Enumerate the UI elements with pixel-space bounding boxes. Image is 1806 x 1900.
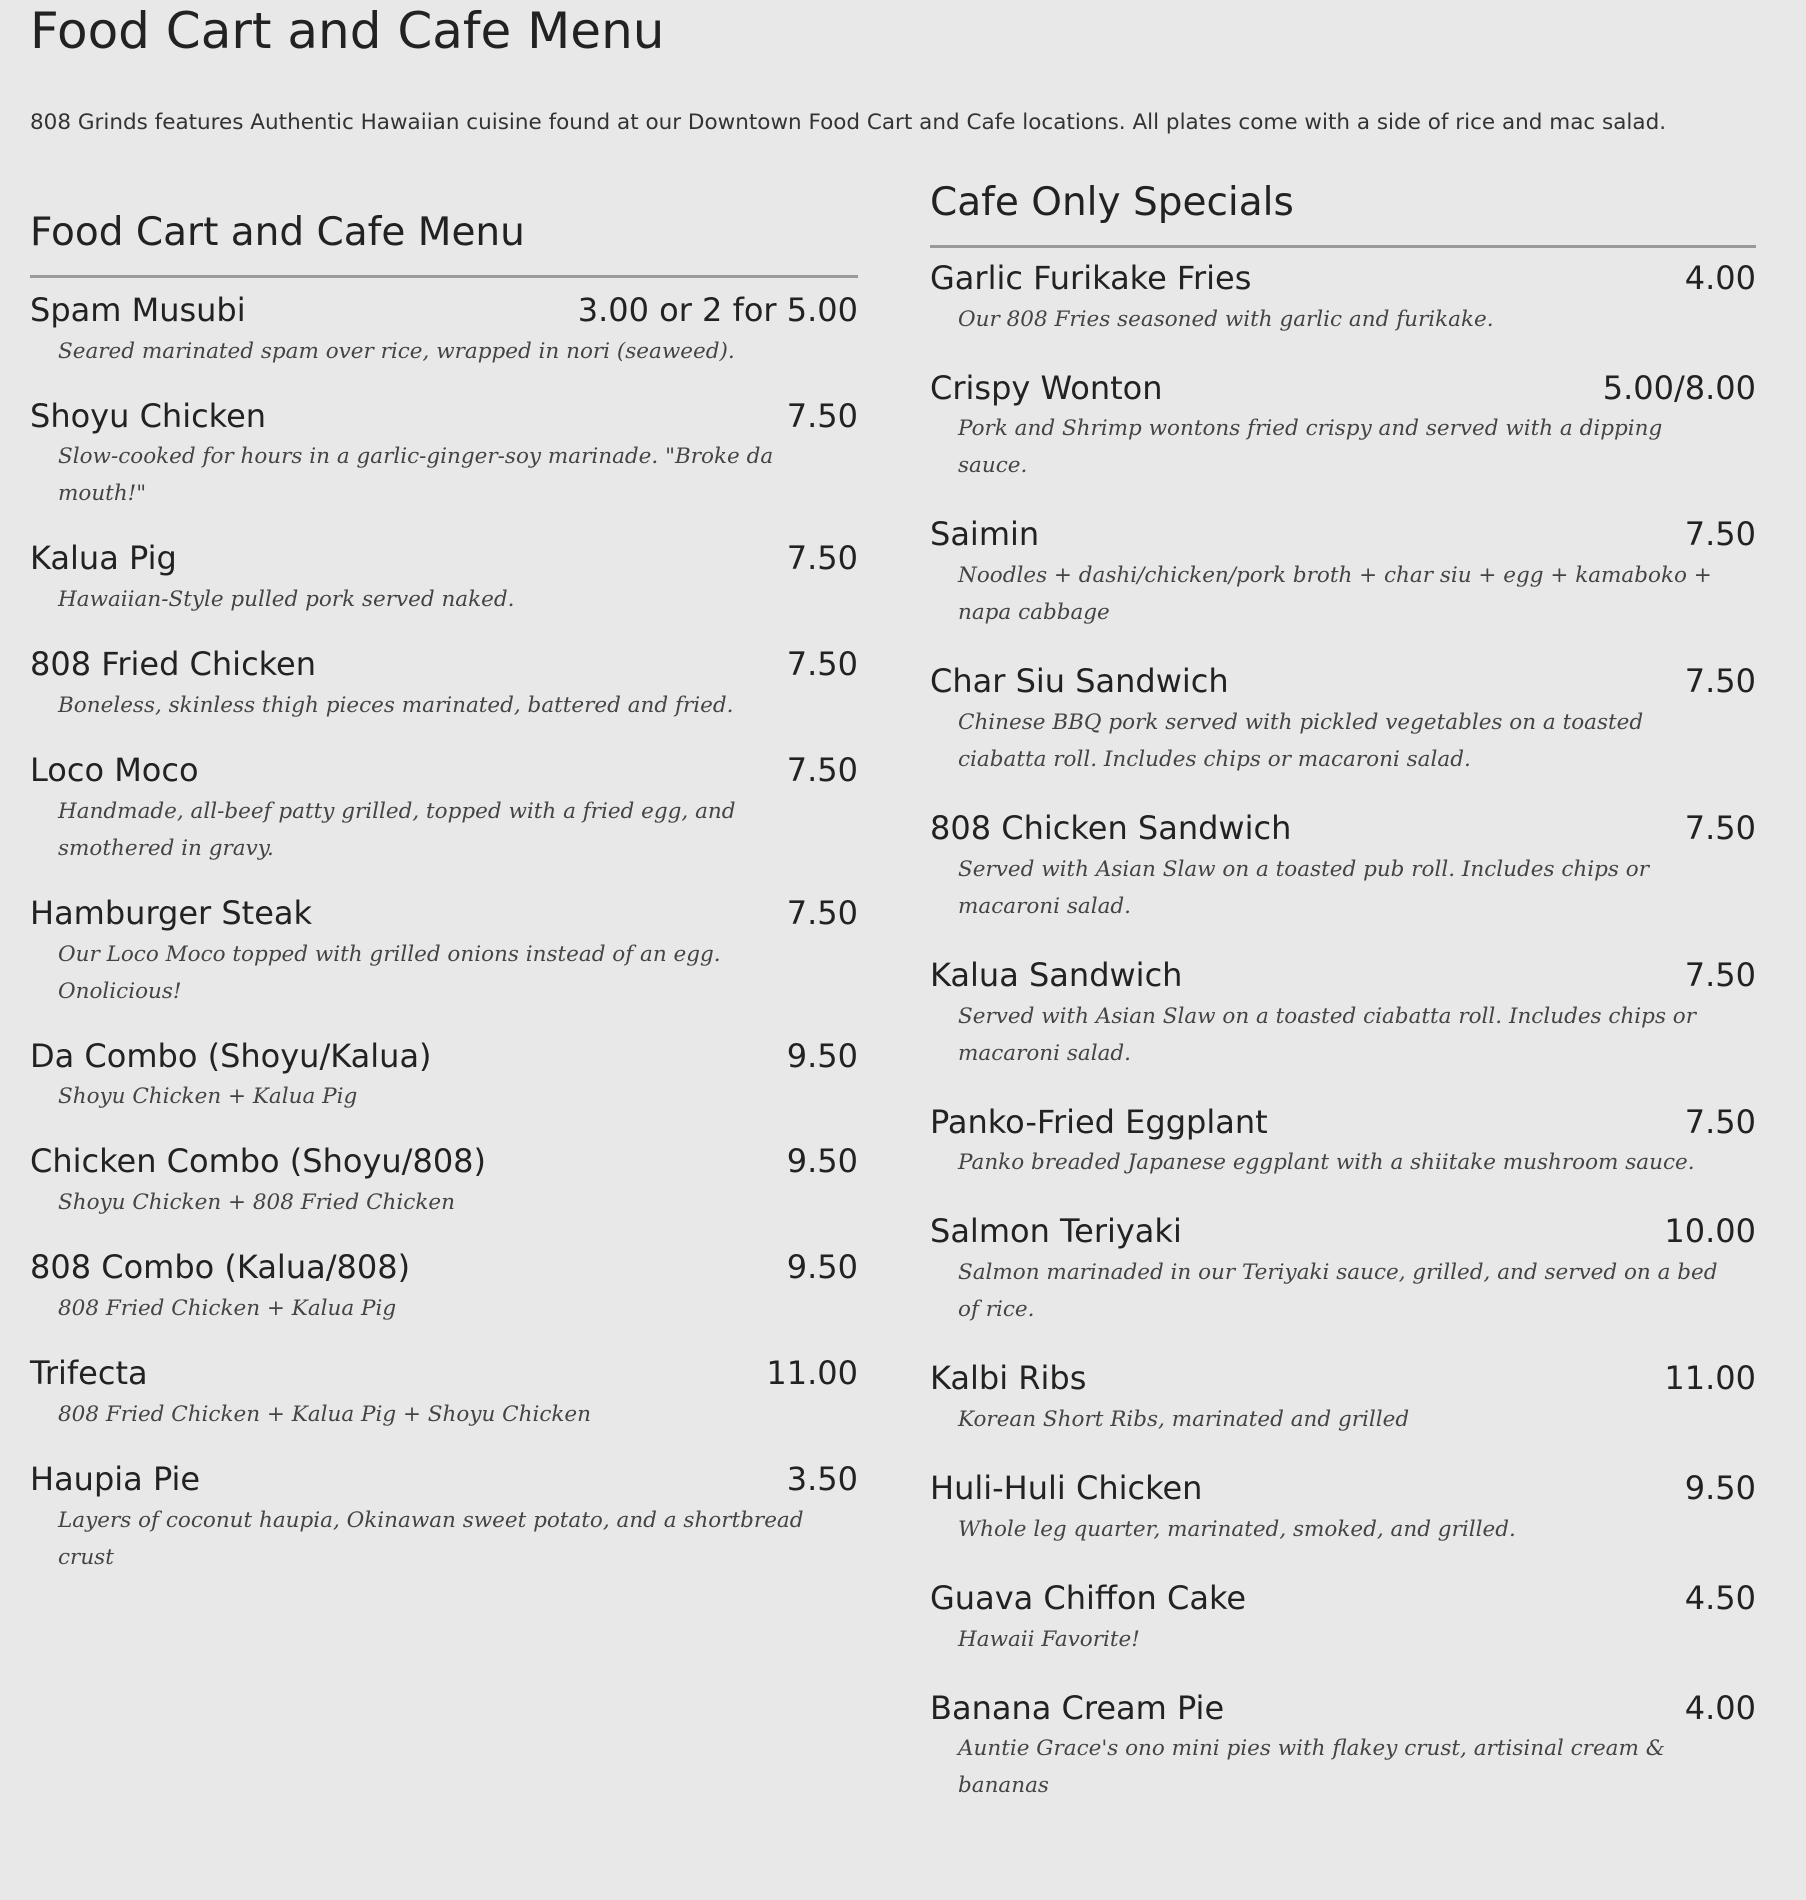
menu-item-name: Spam Musubi [30,290,246,329]
menu-item-price: 7.50 [1684,955,1756,994]
menu-item [30,1355,858,1433]
food-cart-menu-section [30,210,858,1604]
menu-item-price: 10.00 [1664,1212,1756,1251]
menu-item-header [930,1104,1756,1141]
menu-item-price: 4.50 [1684,1578,1756,1617]
menu-item-name: 808 Combo (Kalua/808) [30,1248,411,1287]
menu-item-description: Slow-cooked for hours in a garlic-ginger-soy marinade. "Broke da mouth!" [58,444,774,507]
menu-item-header [30,1355,858,1392]
intro-text: 808 Grinds features Authentic Hawaiian cuisine found at our Downtown Food Cart and Cafe locations. All plates come with a side of rice and mac salad. [30,110,1667,135]
menu-item-header [930,516,1756,553]
menu-item-description: Seared marinated spam over rice, wrapped in nori (seaweed). [58,338,735,364]
menu-item [30,895,858,1010]
menu-item-header [30,1143,858,1180]
menu-item-price: 7.50 [786,750,858,789]
menu-item-name: Huli-Huli Chicken [930,1468,1203,1507]
menu-item-price: 7.50 [786,645,858,684]
menu-item-price: 7.50 [1684,662,1756,701]
menu-item [930,516,1756,631]
menu-item-description: Served with Asian Slaw on a toasted pub roll. Includes chips or macaroni salad. [958,856,1649,919]
menu-item-header [30,895,858,932]
menu-item-header [930,370,1756,407]
menu-item-header [930,260,1756,297]
menu-item-name: Kalua Pig [30,539,177,578]
menu-item-price: 7.50 [786,893,858,932]
menu-item-price: 9.50 [1684,1468,1756,1507]
menu-item [30,752,858,867]
menu-item [930,370,1756,485]
menu-item-description: Noodles + dashi/chicken/pork broth + char siu + egg + kamaboko + napa cabbage [958,563,1712,626]
menu-item [930,663,1756,778]
menu-item-name: 808 Chicken Sandwich [930,808,1292,847]
menu-item [30,1461,858,1576]
menu-item-header [930,1580,1756,1617]
menu-item-price: 11.00 [766,1353,858,1392]
menu-item [930,260,1756,338]
menu-item-header [930,810,1756,847]
menu-item-description: Shoyu Chicken + Kalua Pig [58,1084,358,1110]
menu-item-name: Kalbi Ribs [930,1359,1087,1398]
menu-list [930,248,1756,1805]
menu-item [930,1360,1756,1438]
menu-item-name: Loco Moco [30,750,199,789]
menu-item-name: Da Combo (Shoyu/Kalua) [30,1036,432,1075]
menu-item-description: Handmade, all-beef patty grilled, topped with a fried egg, and smothered in gravy. [58,798,736,861]
menu-item-name: Shoyu Chicken [30,396,267,435]
menu-item-name: Banana Cream Pie [930,1688,1225,1727]
menu-item-header [30,1038,858,1075]
menu-item-description: Hawaiian-Style pulled pork served naked. [58,587,515,613]
menu-item-price: 7.50 [1684,808,1756,847]
menu-item-price: 7.50 [786,539,858,578]
menu-item-name: Panko-Fried Eggplant [930,1102,1268,1141]
menu-item-price: 4.00 [1684,258,1756,297]
menu-item [30,1143,858,1221]
menu-item-header [30,1461,858,1498]
menu-item [30,646,858,724]
menu-item-header [30,540,858,577]
menu-item-description: Korean Short Ribs, marinated and grilled [958,1406,1410,1432]
menu-item-description: Pork and Shrimp wontons fried crispy and served with a dipping sauce. [958,416,1663,479]
menu-item [930,1213,1756,1328]
menu-item [930,1104,1756,1182]
menu-item-name: Saimin [930,515,1040,554]
menu-item-description: Whole leg quarter, marinated, smoked, and grilled. [958,1516,1516,1542]
menu-item-price: 5.00/8.00 [1602,368,1756,407]
menu-item-name: Haupia Pie [30,1459,201,1498]
menu-item-name: Trifecta [30,1353,148,1392]
menu-item-header [930,663,1756,700]
menu-item-header [930,1213,1756,1250]
menu-item-description: Our Loco Moco topped with grilled onions instead of an egg. Onolicious! [58,941,721,1004]
menu-item [30,540,858,618]
menu-item-header [930,957,1756,994]
menu-item-name: Kalua Sandwich [930,955,1183,994]
menu-item [30,292,858,370]
section-title: Cafe Only Specials [930,180,1756,248]
menu-item [30,1038,858,1116]
menu-item-price: 9.50 [786,1248,858,1287]
menu-item-name: Char Siu Sandwich [930,662,1229,701]
menu-item-header [30,292,858,329]
menu-item-name: Guava Chiffon Cake [930,1578,1247,1617]
menu-item-description: Our 808 Fries seasoned with garlic and furikake. [958,306,1494,332]
menu-item [930,810,1756,925]
menu-item-name: Hamburger Steak [30,893,313,932]
menu-item [930,957,1756,1072]
menu-item-description: Chinese BBQ pork served with pickled vegetables on a toasted ciabatta roll. Includes chips or macaroni salad. [958,709,1644,772]
menu-item-name: Garlic Furikake Fries [930,258,1252,297]
menu-item-price: 9.50 [786,1036,858,1075]
menu-item-price: 4.00 [1684,1688,1756,1727]
menu-item-name: Chicken Combo (Shoyu/808) [30,1142,487,1181]
menu-item-price: 3.00 or 2 for 5.00 [577,290,858,329]
menu-item-description: Shoyu Chicken + 808 Fried Chicken [58,1190,455,1216]
menu-item-description: 808 Fried Chicken + Kalua Pig [58,1295,397,1321]
menu-item-header [30,1249,858,1286]
menu-item-price: 7.50 [1684,515,1756,554]
menu-item-price: 7.50 [1684,1102,1756,1141]
menu-item [30,1249,858,1327]
menu-item-description: Panko breaded Japanese eggplant with a shiitake mushroom sauce. [958,1150,1695,1176]
menu-item-description: Served with Asian Slaw on a toasted ciabatta roll. Includes chips or macaroni salad. [958,1003,1697,1066]
cafe-specials-section [930,180,1756,1836]
menu-item-header [930,1470,1756,1507]
menu-item-description: Boneless, skinless thigh pieces marinated, battered and fried. [58,692,734,718]
menu-item-header [30,398,858,435]
menu-item-name: 808 Fried Chicken [30,645,317,684]
menu-item-description: 808 Fried Chicken + Kalua Pig + Shoyu Chicken [58,1401,591,1427]
page-title: Food Cart and Cafe Menu [30,2,665,60]
menu-item-price: 9.50 [786,1142,858,1181]
menu-item [930,1580,1756,1658]
menu-item-header [930,1360,1756,1397]
menu-item-description: Hawaii Favorite! [958,1626,1140,1652]
menu-item-price: 3.50 [786,1459,858,1498]
menu-item-header [930,1690,1756,1727]
section-title: Food Cart and Cafe Menu [30,210,858,278]
menu-item-description: Salmon marinaded in our Teriyaki sauce, grilled, and served on a bed of rice. [958,1260,1718,1323]
menu-item [30,398,858,513]
menu-item [930,1690,1756,1805]
menu-item-price: 7.50 [786,396,858,435]
menu-item-name: Salmon Teriyaki [930,1212,1182,1251]
menu-item-header [30,752,858,789]
menu-item-description: Layers of coconut haupia, Okinawan sweet potato, and a shortbread crust [58,1507,804,1570]
menu-item-name: Crispy Wonton [930,368,1163,407]
menu-item [930,1470,1756,1548]
menu-item-header [30,646,858,683]
menu-item-description: Auntie Grace's ono mini pies with flakey crust, artisinal cream & bananas [958,1736,1665,1799]
menu-item-price: 11.00 [1664,1359,1756,1398]
menu-list [30,278,858,1576]
